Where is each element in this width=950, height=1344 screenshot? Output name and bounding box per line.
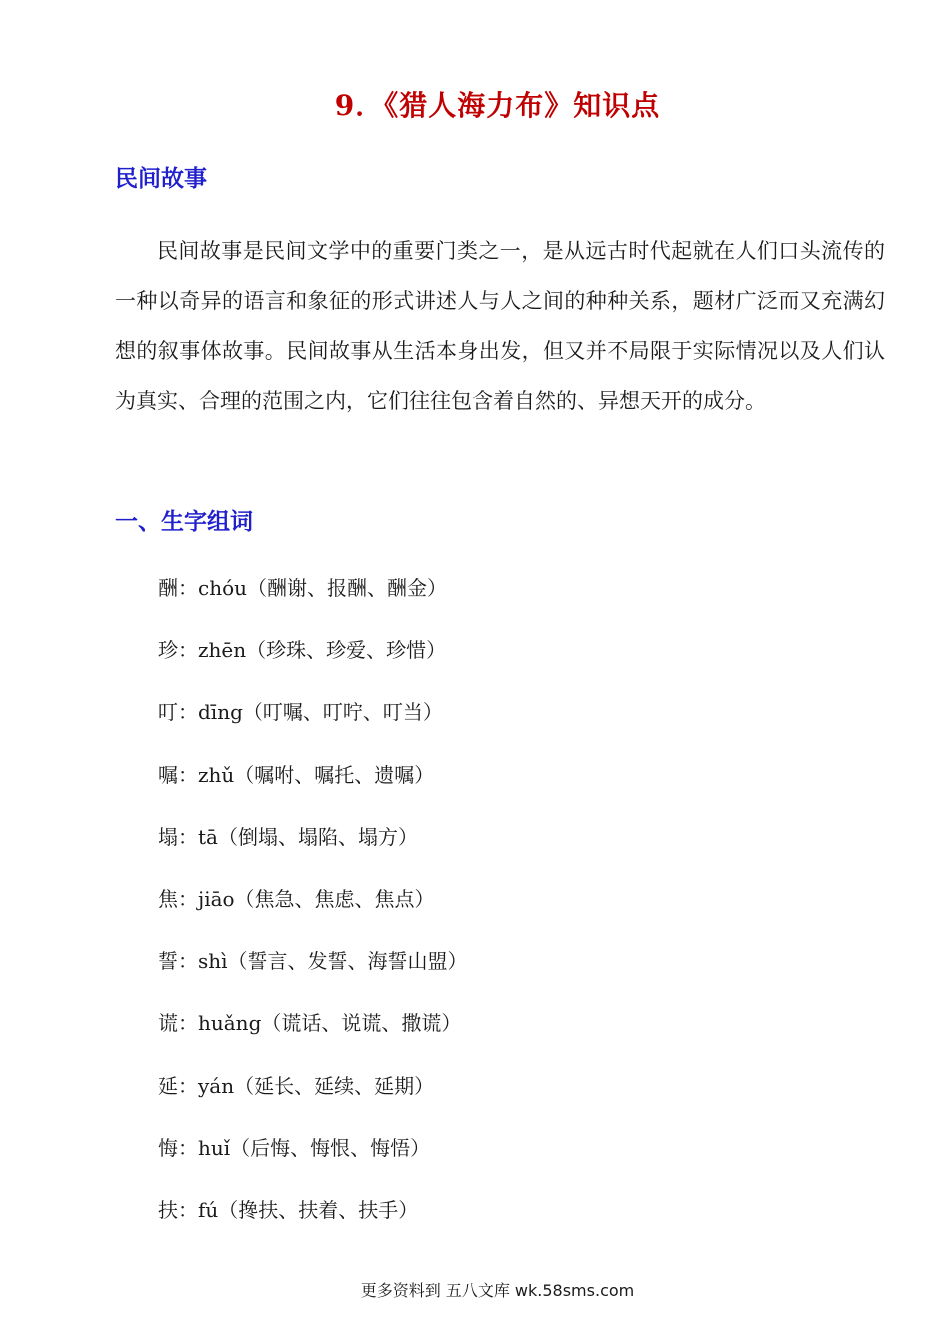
vocab-item: 扶：fú（搀扶、扶着、扶手） bbox=[158, 1197, 419, 1222]
page-title: 9．《猎人海力布》知识点 bbox=[334, 89, 661, 122]
vocab-item: 谎：huǎng（谎话、说谎、撒谎） bbox=[158, 1011, 462, 1036]
vocab-item: 叮：dīng（叮嘱、叮咛、叮当） bbox=[158, 700, 443, 725]
intro-paragraph: 民间故事是民间文学中的重要门类之一，是从远古时代起就在人们口头流传的一种以奇异的语言和象征的形式讲述人与人之间的种种关系，题材广泛而又充满幻想的叙事体故事。民间故事从生活本身出发，但又并不局限于实际情况以及人们认为真实、合理的范围之内，它们往往包含着自然的、异想天开的成分。 bbox=[115, 239, 885, 413]
vocab-item: 誓：shì（誓言、发誓、海誓山盟） bbox=[158, 949, 468, 974]
vocab-item: 嘱：zhǔ（嘱咐、嘱托、遗嘱） bbox=[158, 762, 435, 787]
vocab-item: 延：yán（延长、延续、延期） bbox=[158, 1073, 435, 1098]
section-heading-folk-story: 民间故事 bbox=[115, 165, 207, 192]
vocabulary-list bbox=[158, 568, 468, 1252]
section-heading-vocabulary: 一、生字组词 bbox=[115, 508, 253, 535]
footer-source-link[interactable]: 更多资料到 五八文库 wk.58sms.com bbox=[360, 1281, 635, 1300]
vocab-item: 塌：tā（倒塌、塌陷、塌方） bbox=[158, 824, 418, 849]
vocab-item: 珍：zhēn（珍珠、珍爱、珍惜） bbox=[158, 638, 447, 663]
vocab-item: 焦：jiāo（焦急、焦虑、焦点） bbox=[158, 886, 435, 911]
vocab-item: 酬：chóu（酬谢、报酬、酬金） bbox=[158, 576, 448, 600]
vocab-item: 悔：huǐ（后悔、悔恨、悔悟） bbox=[158, 1135, 431, 1160]
